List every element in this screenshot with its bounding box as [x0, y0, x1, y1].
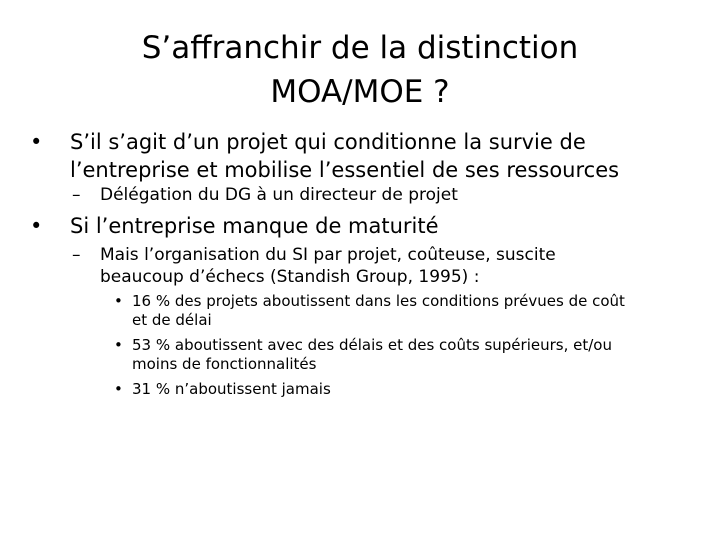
bullet-mark: •	[30, 214, 43, 238]
title-line-1: S’affranchir de la distinction	[141, 30, 579, 66]
dash-mark: –	[72, 245, 81, 265]
stat-text-line: 16 % des projets aboutissent dans les conditions prévues de coût	[132, 292, 625, 310]
bullet-mark: •	[114, 292, 123, 310]
stat-text	[132, 380, 692, 399]
stat-text-line: et de délai	[132, 311, 212, 329]
stat-text-line: 31 % n’aboutissent jamais	[132, 380, 331, 398]
sub-bullet-text: Délégation du DG à un directeur de projet	[100, 185, 458, 205]
bullet-text-line: S’il s’agit d’un projet qui conditionne la survie de	[70, 130, 586, 154]
dash-mark: –	[72, 185, 81, 205]
bullet-text: Si l’entreprise manque de maturité	[70, 214, 439, 238]
stat-text-line: moins de fonctionnalités	[132, 355, 317, 373]
bullet-text	[70, 128, 710, 184]
stat-text	[132, 292, 692, 330]
slide-title	[60, 26, 660, 114]
sub-bullet-text-line: Mais l’organisation du SI par projet, coûteuse, suscite	[100, 245, 556, 265]
stat-text-line: 53 % aboutissent avec des délais et des coûts supérieurs, et/ou	[132, 336, 612, 354]
stat-text	[132, 336, 692, 374]
bullet-mark: •	[30, 130, 43, 154]
title-line-2: MOA/MOE ?	[270, 74, 450, 110]
sub-bullet-text	[100, 244, 690, 288]
bullet-mark: •	[114, 336, 123, 354]
bullet-mark: •	[114, 380, 123, 398]
sub-bullet-text-line: beaucoup d’échecs (Standish Group, 1995) :	[100, 267, 480, 287]
bullet-text-line: l’entreprise et mobilise l’essentiel de ses ressources	[70, 158, 620, 182]
